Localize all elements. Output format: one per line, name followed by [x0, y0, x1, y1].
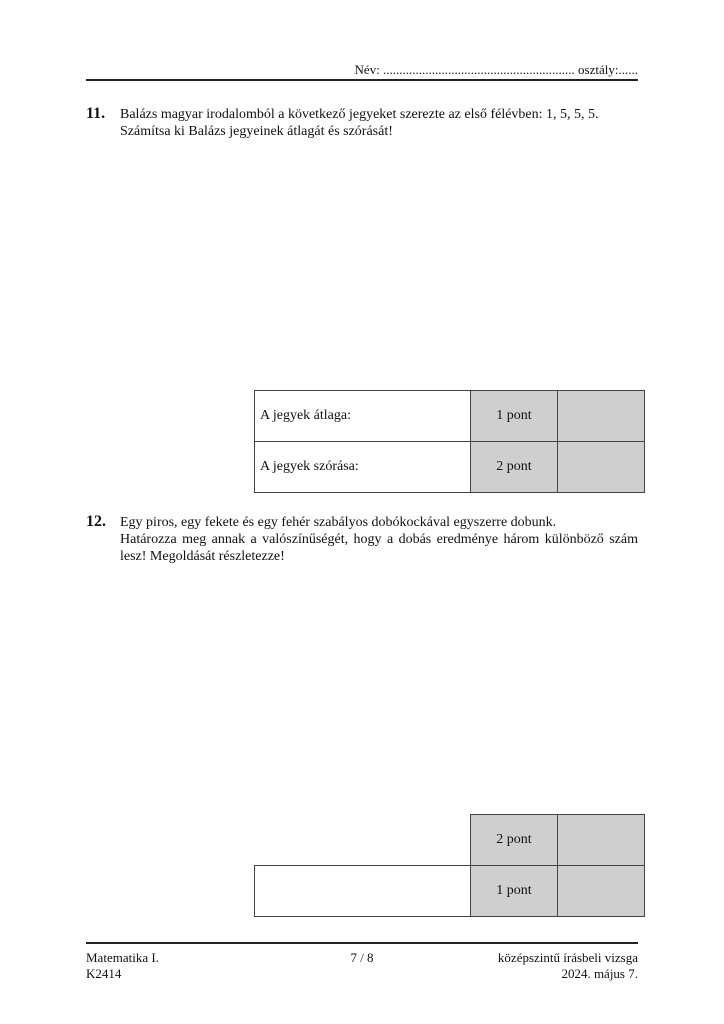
task-text-line: Egy piros, egy fekete és egy fehér szabályos dobókockával egyszerre dobunk. — [120, 515, 557, 530]
task-12 — [86, 514, 638, 565]
task-number: 12. — [86, 513, 106, 530]
task-text-line: Határozza meg annak a valószínűségét, hogy a dobás eredménye három különböző szám lesz! Megoldását részletezze! — [120, 532, 638, 564]
score-points: 1 pont — [471, 391, 558, 442]
footer-left — [86, 950, 159, 982]
footer-rule — [86, 942, 638, 944]
task-text-line: Balázs magyar irodalomból a következő jegyeket szerezte az első félévben: 1, 5, 5, 5. — [120, 107, 599, 122]
footer-right — [498, 950, 638, 982]
score-empty — [255, 815, 471, 866]
footer-date: 2024. május 7. — [561, 966, 638, 981]
score-box — [558, 815, 645, 866]
score-points: 2 pont — [471, 442, 558, 493]
score-points: 1 pont — [471, 866, 558, 917]
score-box — [558, 391, 645, 442]
score-box — [558, 442, 645, 493]
page-number: 7 / 8 — [350, 950, 374, 965]
task-statement — [120, 514, 638, 565]
task-statement — [120, 106, 638, 140]
score-table-12 — [254, 814, 645, 917]
header-rule — [86, 79, 638, 81]
footer-code: K2414 — [86, 966, 122, 981]
score-label: A jegyek szórása: — [255, 442, 471, 493]
score-total-label — [255, 866, 471, 917]
score-points: 2 pont — [471, 815, 558, 866]
task-number: 11. — [86, 105, 106, 122]
score-label: A jegyek átlaga: — [255, 391, 471, 442]
name-class-field: Név: ........................................................... osztály:...... — [354, 62, 638, 77]
task-11 — [86, 106, 638, 140]
task-text-line: Számítsa ki Balázs jegyeinek átlagát és szórását! — [120, 124, 393, 139]
footer-subject: Matematika I. — [86, 950, 159, 965]
score-box — [558, 866, 645, 917]
score-table-11 — [254, 390, 645, 493]
footer-exam: középszintű írásbeli vizsga — [497, 950, 638, 965]
